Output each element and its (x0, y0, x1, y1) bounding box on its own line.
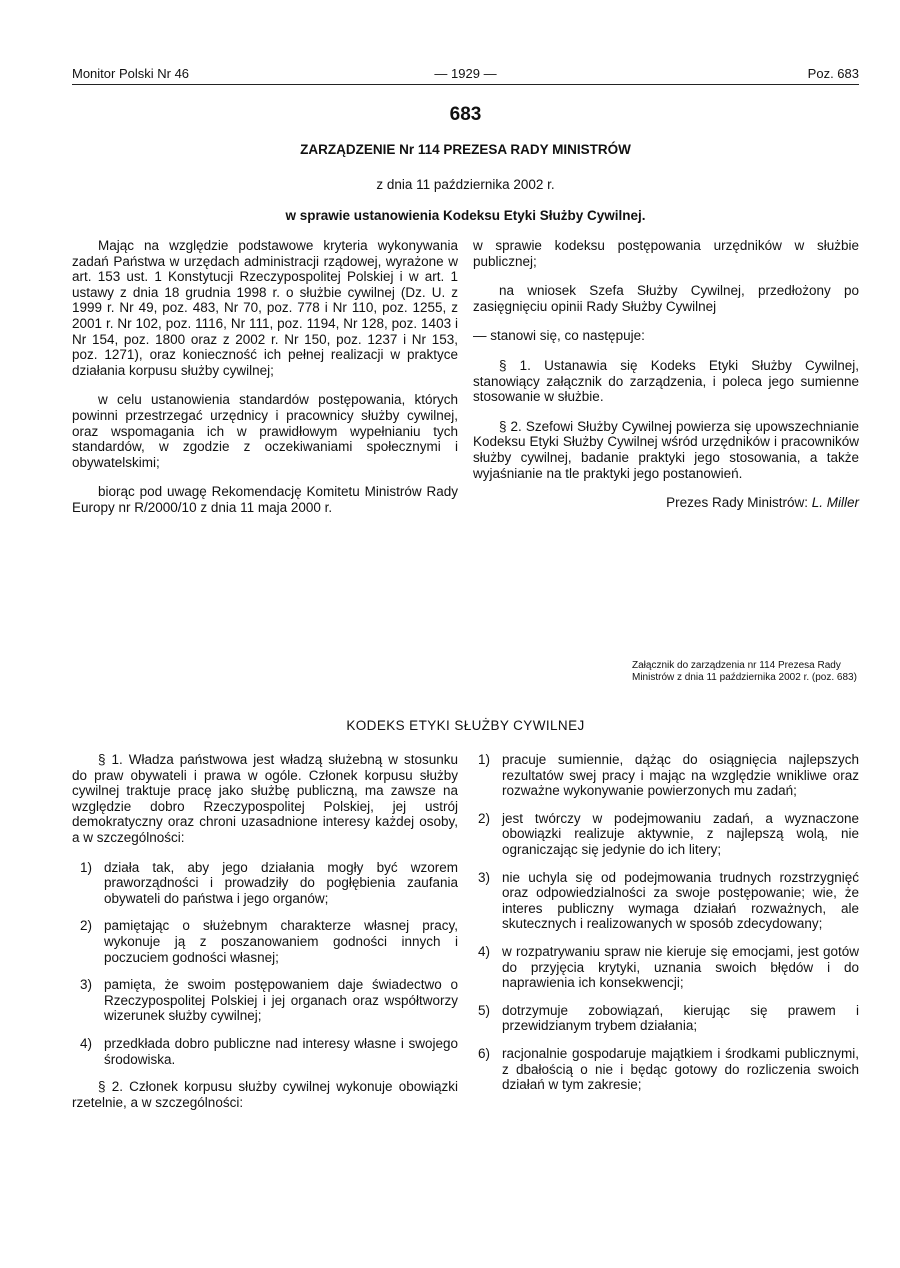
header-rule (72, 84, 859, 85)
list-item-number: 5) (478, 1002, 491, 1018)
list-item-number: 6) (478, 1045, 491, 1061)
signature (473, 495, 859, 511)
document-subject: w sprawie ustanowienia Kodeksu Etyki Służby Cywilnej. (285, 208, 646, 223)
signature-label: Prezes Rady Ministrów: (666, 495, 808, 511)
list-item-text: nie uchyla się od podejmowania trudnych rozstrzygnięć oraz odpowiedzialności za swoje postępowanie; wie, że interes publiczny wymaga działań rozważnych, ale skutecznych i realizowanych w sposób zdecydowany; (502, 869, 859, 932)
list-item-number: 4) (478, 943, 491, 959)
code-left-column (72, 752, 458, 1124)
journal-name: Monitor Polski Nr 46 (72, 66, 190, 81)
list-item-number: 3) (80, 977, 93, 993)
list-item-text: pamiętając o służebnym charakterze własnej pracy, wykonuje ją z poszanowaniem godności innych i poczuciem godności własnej; (104, 918, 458, 965)
preamble-right-column (473, 238, 859, 525)
enactment-clause: — stanowi się, co następuje: (473, 328, 645, 344)
page-number: — 1929 — (434, 66, 497, 81)
preamble-paragraph: biorąc pod uwagę Rekomendację Komitetu Ministrów Rady Europy nr R/2000/10 z dnia 11 maja 2000 r. (72, 484, 458, 515)
list-item (72, 977, 458, 1024)
list-item (478, 1003, 859, 1034)
list-item-text: w rozpatrywaniu spraw nie kieruje się emocjami, jest gotów do przyjęcia krytyki, uznania swoich błędów i do naprawienia ich konsekwencji; (502, 943, 859, 991)
document-page (72, 0, 859, 1268)
list-item-text: przedkłada dobro publiczne nad interesy własne i swojego środowiska. (104, 1035, 458, 1067)
list-item-number: 4) (80, 1035, 93, 1051)
preamble-left-column (72, 238, 458, 530)
preamble-paragraph: w sprawie kodeksu postępowania urzędników w służbie publicznej; (473, 238, 859, 269)
item-number: 683 (449, 104, 482, 125)
preamble-paragraph: Mając na względzie podstawowe kryteria wykonywania zadań Państwa w urzędach administracji rządowej, wyrażone w art. 153 ust. 1 Konstytucji Rzeczypospolitej Polskiej i w art. 1 ustawy z dnia 18 grudnia 1998 r. o służbie cywilnej (Dz. U. z 1999 r. Nr 49, poz. 483, Nr 70, poz. 778 i Nr 110, poz. 1255, z 2001 r. Nr 102, poz. 1116, Nr 111, poz. 1194, Nr 128, poz. 1403 i Nr 154, poz. 1800 oraz z 2002 r. Nr 150, poz. 1237 i Nr 153, poz. 1271), oraz konieczność ich pełnej realizacji w praktyce działania korpusu służby cywilnej; (72, 238, 458, 378)
position-number: Poz. 683 (807, 66, 859, 81)
list-item-text: racjonalnie gospodaruje majątkiem i środkami publicznymi, z dbałością o nie i będąc gotowy do rozliczenia swoich działań w tym zakresie; (502, 1045, 859, 1093)
code-title: KODEKS ETYKI SŁUŻBY CYWILNEJ (346, 718, 585, 733)
list-item (478, 811, 859, 858)
list-item-number: 2) (80, 918, 93, 934)
section-1: § 1. Ustanawia się Kodeks Etyki Służby Cywilnej, stanowiący załącznik do zarządzenia, i poleca jego sumienne stosowanie w służbie. (473, 357, 859, 405)
list-item (478, 870, 859, 932)
running-header (72, 66, 859, 84)
list-item-text: dotrzymuje zobowiązań, kierując się prawem i przewidzianym trybem działania; (502, 1002, 859, 1034)
list-item-number: 3) (478, 869, 491, 885)
list-item (478, 1046, 859, 1093)
document-date: z dnia 11 października 2002 r. (376, 177, 555, 192)
preamble-paragraph: na wniosek Szefa Służby Cywilnej, przedłożony po zasięgnięciu opinii Rady Służby Cywilnej (473, 283, 859, 314)
document-title: ZARZĄDZENIE Nr 114 PREZESA RADY MINISTRÓW (300, 142, 631, 157)
list-item-text: pracuje sumiennie, dążąc do osiągnięcia najlepszych rezultatów swej pracy i mając na względzie wnikliwe oraz rozważne wykonywanie powierzonych mu zadań; (502, 752, 859, 799)
list-item-number: 1) (478, 752, 491, 767)
annex-note: Załącznik do zarządzenia nr 114 Prezesa Rady Ministrów z dnia 11 października 2002 r. (poz. 683) (632, 660, 857, 683)
list-item (72, 1036, 458, 1067)
preamble-paragraph: w celu ustanowienia standardów postępowania, których powinni przestrzegać urzędnicy i pracownicy służby cywilnej, oraz wspomagania ich w prawidłowym wypełnianiu tych standardów, w zgodzie z oczekiwaniami społecznymi i obywatelskimi; (72, 392, 458, 470)
code-right-column (478, 752, 859, 1105)
list-item (72, 918, 458, 965)
list-item-text: działa tak, aby jego działania mogły być wzorem praworządności i prowadziły do pogłębienia zaufania obywateli do państwa i jego organów; (104, 859, 458, 906)
code-paragraph-2: § 2. Członek korpusu służby cywilnej wykonuje obowiązki rzetelnie, a w szczególności: (72, 1079, 458, 1110)
list-item-number: 1) (80, 859, 93, 875)
list-item (72, 860, 458, 907)
list-item-text: pamięta, że swoim postępowaniem daje świadectwo o Rzeczypospolitej Polskiej i jej organach oraz współtworzy wizerunek służby cywilnej; (104, 977, 458, 1024)
list-item (478, 944, 859, 991)
list-item-number: 2) (478, 810, 491, 826)
section-2: § 2. Szefowi Służby Cywilnej powierza się upowszechnianie Kodeksu Etyki Służby Cywilnej wśród urzędników i pracowników służby cywilnej, badanie praktyki jego stosowania, a także wyjaśnianie na tle praktyki jego postanowień. (473, 418, 859, 481)
list-item-text: jest twórczy w podejmowaniu zadań, a wyznaczone obowiązki realizuje aktywnie, z najlepszą wolą, nie ograniczając się jedynie do ich litery; (502, 810, 859, 857)
signature-name: L. Miller (811, 495, 859, 511)
list-item (478, 752, 859, 799)
code-paragraph-1: § 1. Władza państwowa jest władzą służebną w stosunku do praw obywateli i prawa w ogóle. Członek korpusu służby cywilnej traktuje pracę jako służbę publiczną, ma zawsze na względzie dobro Rzeczypospolitej Polskiej, jej ustrój demokratyczny oraz chroni uzasadnione interesy każdej osoby, a w szczególności: (72, 752, 458, 845)
